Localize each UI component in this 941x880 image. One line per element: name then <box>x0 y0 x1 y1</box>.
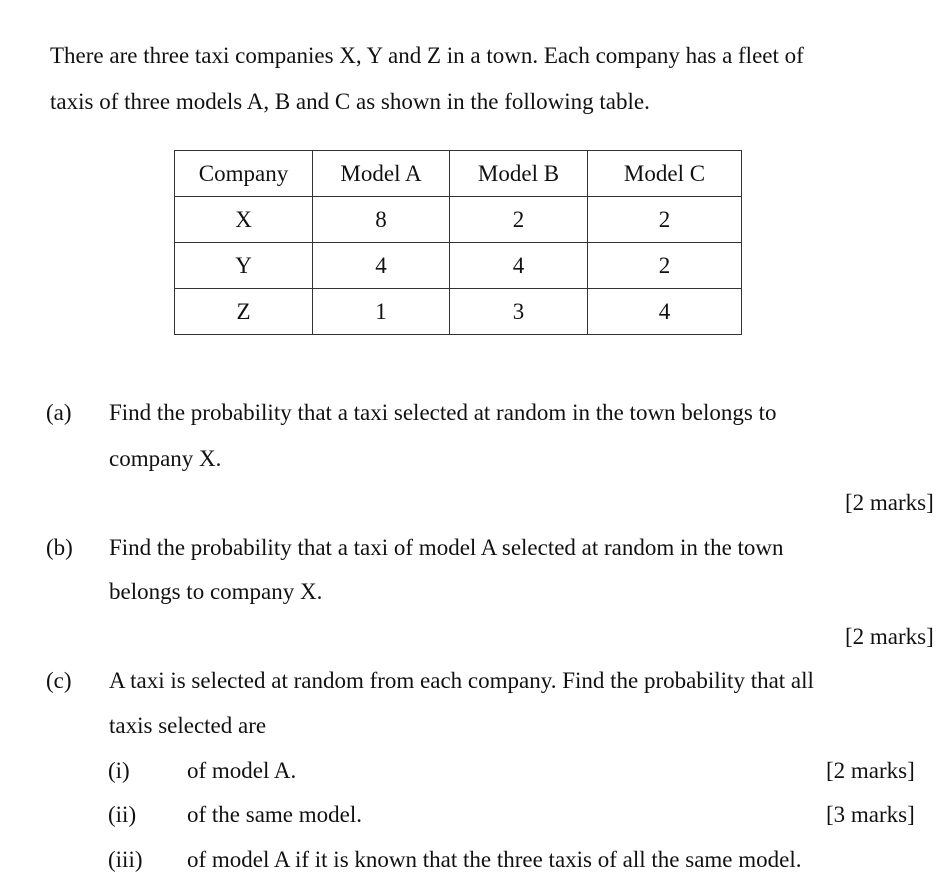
header-model-c: Model C <box>588 151 742 197</box>
question-c-line-2: taxis selected are <box>109 713 267 738</box>
subquestion-i-label: (i) <box>108 758 130 783</box>
cell-model-b: 3 <box>450 289 588 335</box>
table-row <box>175 243 742 289</box>
header-company: Company <box>175 151 313 197</box>
subquestion-ii-text: of the same model. <box>187 802 363 827</box>
cell-model-c: 2 <box>588 243 742 289</box>
cell-model-a: 8 <box>313 197 450 243</box>
header-model-b: Model B <box>450 151 588 197</box>
taxi-fleet-table <box>174 150 742 335</box>
cell-model-a: 4 <box>313 243 450 289</box>
question-b-marks: [2 marks] <box>845 624 934 649</box>
table-row <box>175 289 742 335</box>
subquestion-ii-label: (ii) <box>108 802 137 827</box>
intro-line-1: There are three taxi companies X, Y and Z in a town. Each company has a fleet of <box>50 43 804 68</box>
cell-model-c: 4 <box>588 289 742 335</box>
subquestion-i-marks: [2 marks] <box>826 758 915 783</box>
subquestion-iii-label: (iii) <box>108 847 143 872</box>
question-a-marks: [2 marks] <box>845 490 934 515</box>
cell-model-a: 1 <box>313 289 450 335</box>
question-b-line-1: Find the probability that a taxi of model A selected at random in the town <box>109 535 784 560</box>
question-a-line-1: Find the probability that a taxi selected at random in the town belongs to <box>109 400 777 425</box>
cell-model-b: 4 <box>450 243 588 289</box>
table-header-row <box>175 151 742 197</box>
cell-company: Y <box>175 243 313 289</box>
cell-company: Z <box>175 289 313 335</box>
question-a-label: (a) <box>46 400 72 425</box>
cell-company: X <box>175 197 313 243</box>
header-model-a: Model A <box>313 151 450 197</box>
subquestion-i-text: of model A. <box>187 758 297 783</box>
subquestion-iii-text: of model A if it is known that the three taxis of all the same model. <box>187 847 802 872</box>
cell-model-c: 2 <box>588 197 742 243</box>
question-b-line-2: belongs to company X. <box>109 579 323 604</box>
question-c-label: (c) <box>46 668 72 693</box>
table-row <box>175 197 742 243</box>
question-b-label: (b) <box>46 535 73 560</box>
question-a-line-2: company X. <box>109 446 222 471</box>
subquestion-ii-marks: [3 marks] <box>826 802 915 827</box>
question-c-line-1: A taxi is selected at random from each company. Find the probability that all <box>109 668 814 693</box>
intro-line-2: taxis of three models A, B and C as shown in the following table. <box>50 89 650 114</box>
cell-model-b: 2 <box>450 197 588 243</box>
